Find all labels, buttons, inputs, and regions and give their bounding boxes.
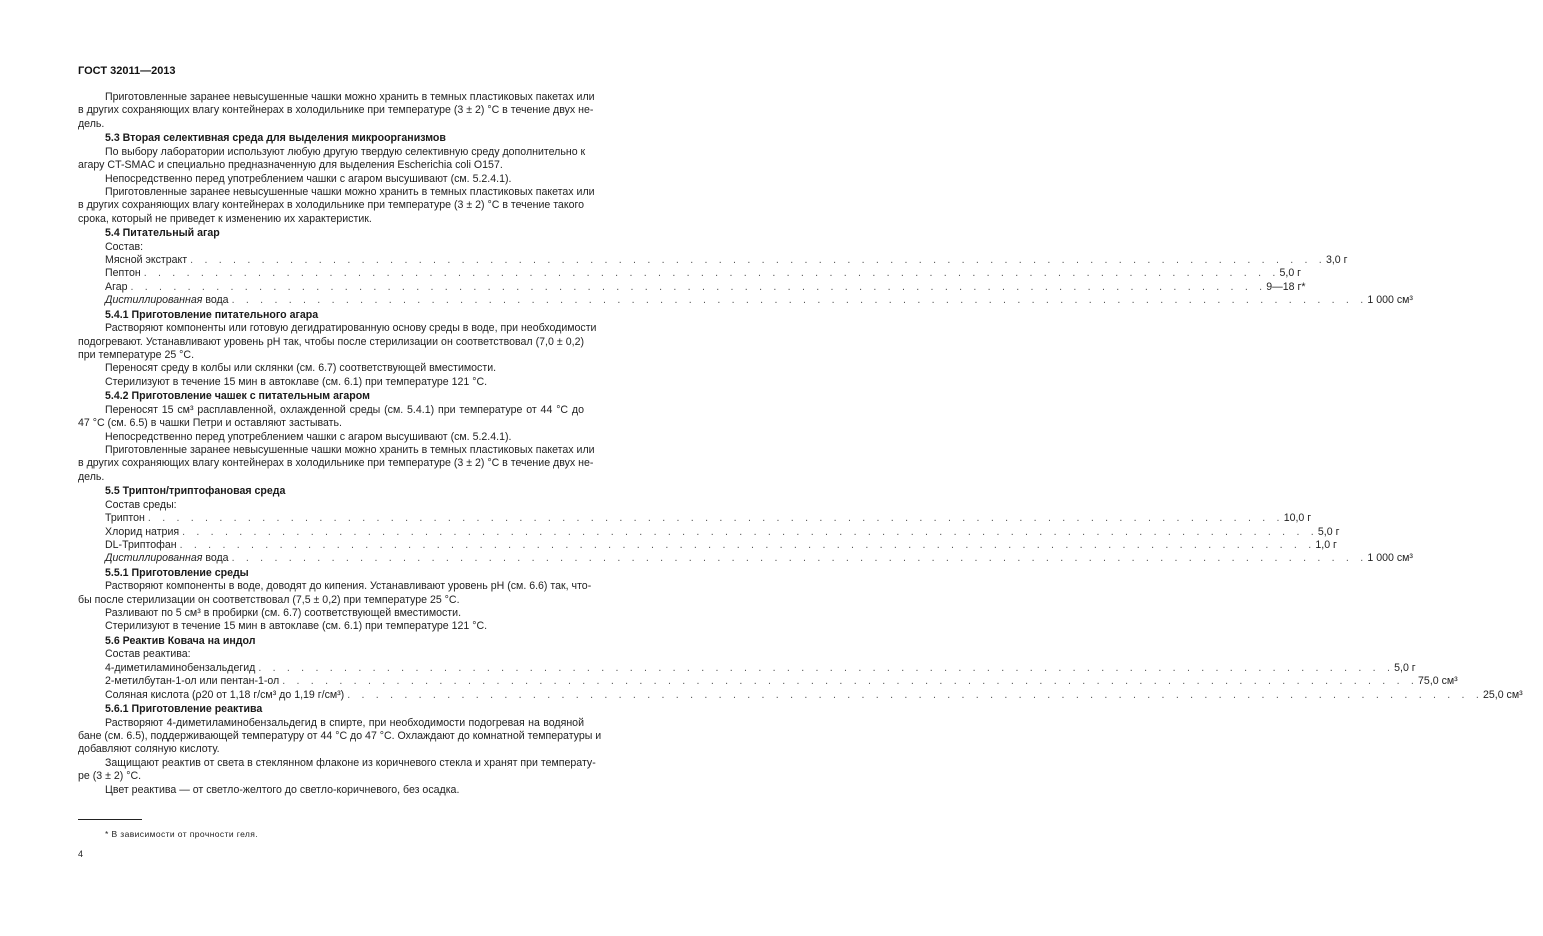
dot-leader: . . . . . . . . . . . . . . . . . . . . . . . . . . . . . . . . . . . . . . . . . . . . . . . . . . . . . . . . . . . . . . . . . . . . . . . . . . . . . . . . bbox=[179, 538, 1316, 551]
ingredient-name bbox=[105, 526, 179, 539]
paragraph bbox=[78, 607, 584, 620]
dot-leader: . . . . . . . . . . . . . . . . . . . . . . . . . . . . . . . . . . . . . . . . . . . . . . . . . . . . . . . . . . . . . . . . . . . . . . . . . . . . . . . . bbox=[182, 525, 1318, 538]
section-heading: 5.3 Вторая селективная среда для выделения микроорганизмов bbox=[105, 132, 446, 145]
ingredient-name bbox=[105, 267, 141, 280]
composition-item bbox=[78, 267, 1302, 280]
paragraph-line: Переносят 15 см³ расплавленной, охлажденной среды (см. 5.4.1) при температуре от 44 °С до bbox=[105, 403, 584, 416]
paragraph bbox=[78, 404, 584, 431]
list-caption: Состав: bbox=[105, 240, 144, 253]
paragraph-line: подогревают. Устанавливают уровень рН так, чтобы после стерилизации он соответствовал (7,0 ± 0,2) bbox=[78, 335, 584, 348]
ingredient-name bbox=[105, 539, 177, 552]
paragraph-line: ре (3 ± 2) °С. bbox=[78, 770, 142, 783]
composition-item bbox=[78, 688, 1523, 702]
ingredient-name bbox=[105, 294, 229, 307]
paragraph-line: Растворяют 4-диметиламинобензальдегид в спирте, при необходимости подогревая на водяной bbox=[105, 716, 584, 729]
ingredient-name-text: DL-Триптофан bbox=[105, 538, 177, 551]
ingredient-name bbox=[105, 662, 255, 675]
section-heading: 5.5.1 Приготовление среды bbox=[105, 566, 249, 579]
paragraph-line: Приготовленные заранее невысушенные чашки можно хранить в темных пластиковых пакетах или bbox=[105, 443, 595, 456]
ingredient-name-text: Пептон bbox=[105, 267, 141, 280]
ingredient-amount: 1,0 г bbox=[1315, 538, 1337, 551]
footnote-divider bbox=[78, 819, 142, 820]
paragraph-line: в других сохраняющих влагу контейнерах в холодильнике при температуре (3 ± 2) °С в течение такого bbox=[78, 199, 584, 212]
ingredient-amount: 75,0 см³ bbox=[1418, 675, 1458, 688]
dot-leader: . . . . . . . . . . . . . . . . . . . . . . . . . . . . . . . . . . . . . . . . . . . . . . . . . . . . . . . . . . . . . . . . . . . . . . . . . . . . . . . . bbox=[231, 294, 1368, 307]
dot-leader: . . . . . . . . . . . . . . . . . . . . . . . . . . . . . . . . . . . . . . . . . . . . . . . . . . . . . . . . . . . . . . . . . . . . . . . . . . . . . . . . bbox=[190, 254, 1326, 267]
paragraph bbox=[78, 173, 584, 186]
paragraph-line: Стерилизуют в течение 15 мин в автоклаве (см. 6.1) при температуре 121 °С. bbox=[105, 375, 488, 388]
dot-leader: . . . . . . . . . . . . . . . . . . . . . . . . . . . . . . . . . . . . . . . . . . . . . . . . . . . . . . . . . . . . . . . . . . . . . . . . . . . . . . . . bbox=[347, 688, 1483, 701]
ingredient-amount: 5,0 г bbox=[1317, 525, 1340, 538]
paragraph bbox=[78, 716, 602, 757]
ingredient-name-text: 2-метилбутан-1-ол или пентан-1-ол bbox=[105, 675, 280, 688]
page-number: 4 bbox=[78, 849, 84, 859]
dot-leader: . . . . . . . . . . . . . . . . . . . . . . . . . . . . . . . . . . . . . . . . . . . . . . . . . . . . . . . . . . . . . . . . . . . . . . . . . . . . . . . . bbox=[130, 280, 1267, 293]
ingredient-name bbox=[105, 689, 344, 702]
ingredient-name-text: Агар bbox=[105, 280, 128, 293]
ingredient-name-italic: Дистиллированная bbox=[105, 294, 203, 307]
paragraph bbox=[78, 443, 595, 484]
paragraph-line: агару CT-SMAC и специально предназначенную для выделения Escherichia coli O157. bbox=[78, 159, 503, 172]
ingredient-name-text: Триптон bbox=[105, 512, 145, 525]
paragraph-line: дель. bbox=[78, 117, 105, 130]
composition-list bbox=[78, 512, 1413, 566]
composition-item bbox=[78, 254, 1348, 267]
ingredient-name bbox=[105, 512, 145, 525]
paragraph bbox=[78, 91, 595, 131]
list-caption: Состав реактива: bbox=[105, 648, 191, 661]
ingredient-amount: 1 000 см³ bbox=[1367, 552, 1413, 565]
paragraph bbox=[78, 620, 584, 633]
paragraph-line: Приготовленные заранее невысушенные чашки можно хранить в темных пластиковых пакетах или bbox=[105, 185, 595, 198]
paragraph bbox=[78, 146, 584, 173]
section-heading: 5.6.1 Приготовление реактива bbox=[105, 703, 263, 715]
ingredient-name bbox=[105, 552, 229, 565]
paragraph-line: По выбору лаборатории используют любую другую твердую селективную среду дополнительно к bbox=[105, 145, 586, 158]
paragraph-line: срока, который не приведет к изменению их характеристик. bbox=[78, 212, 372, 225]
composition-list bbox=[78, 254, 1413, 308]
ingredient-amount: 3,0 г bbox=[1325, 254, 1348, 267]
paragraph-line: Цвет реактива — от светло-желтого до светло-коричневого, без осадка. bbox=[105, 783, 460, 796]
section-heading: 5.6 Реактив Ковача на индол bbox=[105, 634, 256, 647]
paragraph-line: добавляют соляную кислоту. bbox=[78, 743, 220, 756]
composition-list bbox=[78, 661, 1523, 702]
ingredient-amount: 9—18 г* bbox=[1266, 280, 1306, 293]
paragraph-line: Переносят среду в колбы или склянки (см. 6.7) соответствующей вместимости. bbox=[105, 362, 497, 375]
ingredient-amount: 1 000 см³ bbox=[1367, 294, 1413, 307]
paragraph-line: Растворяют компоненты или готовую дегидратированную основу среды в воде, при необходимости bbox=[105, 322, 597, 335]
ingredient-amount: 5,0 г bbox=[1279, 267, 1302, 280]
ingredient-name-text: Соляная кислота (ρ20 от 1,18 г/см³ до 1,19 г/см³) bbox=[105, 688, 345, 701]
paragraph-line: Непосредственно перед употреблением чашки с агаром высушивают (см. 5.2.4.1). bbox=[105, 430, 512, 443]
ingredient-name-text: вода bbox=[202, 294, 229, 307]
paragraph bbox=[78, 431, 584, 444]
section-heading: 5.5 Триптон/триптофановая среда bbox=[105, 485, 286, 498]
section-heading: 5.4 Питательный агар bbox=[105, 227, 220, 240]
dot-leader: . . . . . . . . . . . . . . . . . . . . . . . . . . . . . . . . . . . . . . . . . . . . . . . . . . . . . . . . . . . . . . . . . . . . . . . . . . . . . . . . bbox=[231, 552, 1368, 565]
dot-leader: . . . . . . . . . . . . . . . . . . . . . . . . . . . . . . . . . . . . . . . . . . . . . . . . . . . . . . . . . . . . . . . . . . . . . . . . . . . . . . . . bbox=[147, 512, 1284, 525]
paragraph bbox=[78, 362, 584, 375]
paragraph-line: бане (см. 6.5), поддерживающей температуру от 44 °С до 47 °С. Охлаждают до комнатной температуры и bbox=[78, 729, 602, 742]
composition-item bbox=[78, 280, 1306, 294]
paragraph bbox=[78, 376, 584, 389]
composition-item bbox=[78, 675, 1458, 688]
composition-item bbox=[78, 661, 1416, 675]
paragraph-line: Стерилизуют в течение 15 мин в автоклаве (см. 6.1) при температуре 121 °С. bbox=[105, 620, 488, 633]
paragraph-line: 47 °С (см. 6.5) в чашки Петри и оставляют застывать. bbox=[78, 417, 342, 430]
ingredient-amount: 25,0 см³ bbox=[1483, 688, 1523, 701]
paragraph-line: Разливают по 5 см³ в пробирки (см. 6.7) соответствующей вместимости. bbox=[105, 607, 462, 620]
paragraph-line: в других сохраняющих влагу контейнерах в холодильнике при температуре (3 ± 2) °С в течение двух не- bbox=[78, 457, 594, 470]
ingredient-amount: 10,0 г bbox=[1283, 512, 1312, 525]
ingredient-name bbox=[105, 281, 127, 294]
dot-leader: . . . . . . . . . . . . . . . . . . . . . . . . . . . . . . . . . . . . . . . . . . . . . . . . . . . . . . . . . . . . . . . . . . . . . . . . . . . . . . . . bbox=[258, 661, 1395, 674]
list-caption: Состав среды: bbox=[105, 498, 177, 511]
paragraph-line: Защищают реактив от света в стеклянном флаконе из коричневого стекла и хранят при температу- bbox=[105, 756, 596, 769]
ingredient-name-text: Мясной экстракт bbox=[105, 254, 188, 267]
paragraph bbox=[78, 580, 592, 607]
document-body bbox=[78, 91, 1523, 797]
paragraph-line: Приготовленные заранее невысушенные чашки можно хранить в темных пластиковых пакетах или bbox=[105, 91, 595, 103]
ingredient-amount: 5,0 г bbox=[1394, 661, 1416, 674]
ingredient-name bbox=[105, 254, 187, 267]
paragraph bbox=[78, 784, 584, 797]
ingredient-name-text: вода bbox=[202, 552, 229, 565]
composition-item bbox=[78, 552, 1413, 565]
composition-item bbox=[78, 294, 1413, 307]
paragraph bbox=[78, 756, 596, 784]
paragraph-line: дель. bbox=[78, 470, 105, 483]
dot-leader: . . . . . . . . . . . . . . . . . . . . . . . . . . . . . . . . . . . . . . . . . . . . . . . . . . . . . . . . . . . . . . . . . . . . . . . . . . . . . . . . bbox=[282, 675, 1419, 688]
dot-leader: . . . . . . . . . . . . . . . . . . . . . . . . . . . . . . . . . . . . . . . . . . . . . . . . . . . . . . . . . . . . . . . . . . . . . . . . . . . . . . . . bbox=[143, 267, 1280, 280]
paragraph-line: при температуре 25 °С. bbox=[78, 349, 195, 362]
paragraph-line: бы после стерилизации он соответствовал (7,5 ± 0,2) при температуре 25 °С. bbox=[78, 593, 460, 606]
paragraph-line: Непосредственно перед употреблением чашки с агаром высушивают (см. 5.2.4.1). bbox=[105, 172, 512, 185]
section-heading: 5.4.2 Приготовление чашек с питательным агаром bbox=[105, 390, 370, 403]
document-header: ГОСТ 32011—2013 bbox=[78, 65, 176, 77]
composition-item bbox=[78, 525, 1340, 539]
composition-item bbox=[78, 538, 1337, 552]
ingredient-name-text: 4-диметиламинобензальдегид bbox=[105, 661, 256, 674]
composition-item bbox=[78, 512, 1312, 525]
paragraph bbox=[78, 185, 595, 226]
paragraph-line: Растворяют компоненты в воде, доводят до кипения. Устанавливают уровень рН (см. 6.6) так, что- bbox=[105, 580, 592, 593]
ingredient-name bbox=[105, 675, 279, 688]
paragraph bbox=[78, 322, 597, 362]
ingredient-name-text: Хлорид натрия bbox=[105, 525, 180, 538]
paragraph-line: в других сохраняющих влагу контейнерах в холодильнике при температуре (3 ± 2) °С в течение двух не- bbox=[78, 104, 594, 117]
ingredient-name-italic: Дистиллированная bbox=[105, 552, 203, 565]
footnote: * В зависимости от прочности геля. bbox=[105, 829, 259, 839]
section-heading: 5.4.1 Приготовление питательного агара bbox=[105, 308, 319, 321]
